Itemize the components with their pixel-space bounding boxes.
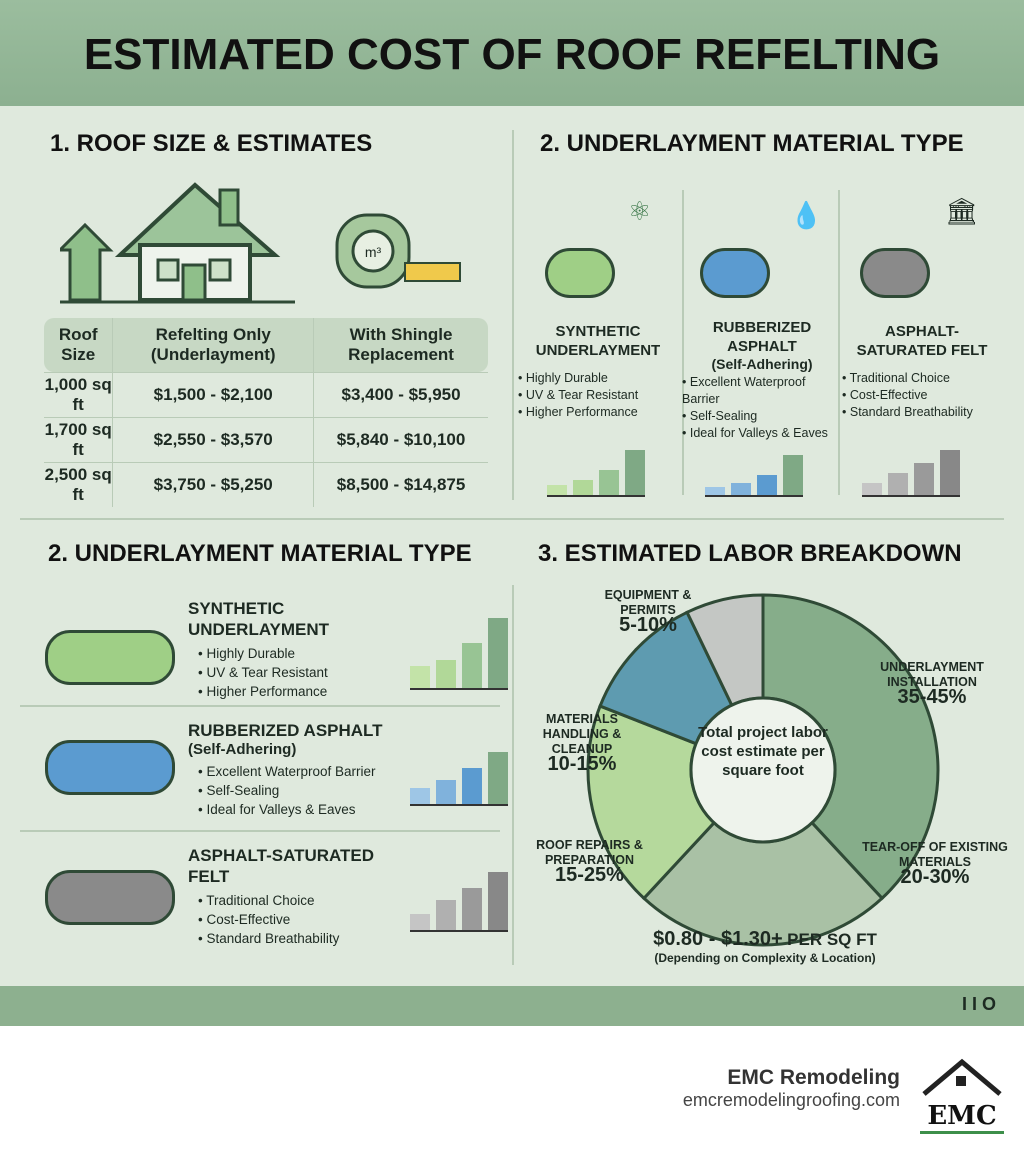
table-row — [44, 372, 488, 417]
material-row — [188, 598, 358, 701]
bullet: • UV & Tear Resistant — [518, 387, 678, 404]
tape-measure-icon — [335, 195, 465, 295]
bullet: • Traditional Choice — [198, 891, 398, 910]
table-row — [44, 462, 488, 507]
donut-center-label: Total project labor cost estimate per square foot — [698, 724, 828, 779]
house-icon — [60, 175, 300, 305]
meter-label: m³ — [364, 244, 382, 260]
table-header-row — [44, 318, 488, 372]
bullet: • Standard Breathability — [842, 404, 1002, 421]
cell: 1,700 sq ft — [44, 417, 113, 462]
bullet: • Higher Performance — [198, 682, 358, 701]
material-subtitle: (Self-Adhering) — [711, 356, 813, 372]
divider — [512, 585, 514, 965]
company-info — [683, 1066, 900, 1111]
material-subtitle: (Self-Adhering) — [188, 741, 297, 758]
bullet: • Traditional Choice — [842, 370, 1002, 387]
water-drop-icon: 💧 — [790, 200, 823, 230]
material-card — [842, 322, 1002, 421]
section1-heading: 1. ROOF SIZE & ESTIMATES — [50, 130, 373, 157]
material-name: ASPHALT-SATURATED FELT — [188, 846, 375, 886]
cell: 2,500 sq ft — [44, 462, 113, 507]
bullet: • Ideal for Valleys & Eaves — [198, 800, 383, 819]
segment-label-materials: MATERIALS HANDLING & CLEANUP 10-15% — [542, 712, 622, 775]
cell: $8,500 - $14,875 — [314, 462, 488, 507]
material-row — [188, 845, 398, 948]
page-title: ESTIMATED COST OF ROOF REFELTING — [83, 30, 941, 79]
bullet: • Self-Sealing — [198, 781, 383, 800]
trend-bars — [410, 618, 508, 690]
material-name: RUBBERIZED ASPHALT — [188, 721, 383, 740]
company-website[interactable]: emcremodelingroofing.com — [682, 1090, 900, 1110]
bullet: • Cost-Effective — [842, 387, 1002, 404]
section2-top-heading: 2. UNDERLAYMENT MATERIAL TYPE — [540, 130, 964, 157]
company-name: EMC Remodeling — [727, 1066, 900, 1089]
segment-label-tearoff: TEAR-OFF OF EXISTING MATERIALS 20-30% — [862, 840, 1008, 888]
cell: $3,400 - $5,950 — [314, 372, 488, 417]
section3-heading: 3. ESTIMATED LABOR BREAKDOWN — [538, 540, 962, 567]
rubberized-roll-icon — [700, 248, 770, 298]
bullet: • Highly Durable — [198, 644, 358, 663]
footer — [0, 1026, 1024, 1154]
material-name: SYNTHETIC UNDERLAYMENT — [188, 599, 330, 639]
trend-bars — [547, 450, 645, 497]
felt-roll-icon — [45, 870, 175, 925]
price-note: (Depending on Complexity & Location) — [654, 951, 876, 965]
material-name: RUBBERIZED ASPHALT — [712, 319, 812, 355]
cell: 1,000 sq ft — [44, 372, 113, 417]
felt-roll-icon — [860, 248, 930, 298]
column-header: Refelting Only (Underlayment) — [113, 318, 314, 372]
bullet: • Ideal for Valleys & Eaves — [682, 425, 842, 442]
cell: $5,840 - $10,100 — [314, 417, 488, 462]
emc-logo: EMC — [920, 1056, 1004, 1146]
synthetic-roll-icon — [545, 248, 615, 298]
material-card — [518, 322, 678, 421]
bar-chart-icon — [862, 450, 960, 497]
material-name: ASPHALT-SATURATED FELT — [856, 323, 988, 359]
divider — [20, 830, 500, 832]
divider — [20, 518, 1004, 520]
cell: $2,550 - $3,570 — [113, 417, 314, 462]
material-row — [188, 720, 383, 819]
segment-label-equipment: EQUIPMENT & PERMITS 5-10% — [604, 588, 692, 636]
section2-heading: 2. UNDERLAYMENT MATERIAL TYPE — [48, 540, 472, 567]
segment-label-repairs: ROOF REPAIRS & PREPARATION 15-25% — [536, 838, 643, 886]
bullet: • UV & Tear Resistant — [198, 663, 358, 682]
bullet: • Higher Performance — [518, 404, 678, 421]
synthetic-roll-icon — [45, 630, 175, 685]
bullet: • Highly Durable — [518, 370, 678, 387]
bullet: • Standard Breathability — [198, 929, 398, 948]
price-range: $0.80 - $1.30+ — [653, 928, 783, 950]
atom-icon: ⚛ — [628, 196, 652, 226]
bar-chart-icon — [410, 872, 508, 932]
bottom-bar — [0, 986, 1024, 1026]
material-name: SYNTHETIC UNDERLAYMENT — [535, 323, 661, 359]
cell: $1,500 - $2,100 — [113, 372, 314, 417]
bank-icon: 🏛 — [945, 196, 979, 226]
material-card — [682, 318, 842, 442]
divider — [512, 130, 514, 500]
segment-label-underlayment: UNDERLAYMENT INSTALLATION 35-45% — [880, 660, 984, 708]
price-summary — [615, 928, 915, 965]
divider — [20, 705, 500, 707]
slide-controls[interactable]: I I O — [961, 994, 996, 1014]
column-header: Roof Size — [44, 318, 113, 372]
table-row — [44, 417, 488, 462]
cost-table — [44, 318, 488, 507]
trend-bars — [410, 752, 508, 806]
bullet: • Excellent Waterproof Barrier — [198, 762, 383, 781]
price-unit: PER SQ FT — [787, 930, 877, 949]
bullet: • Excellent Waterproof Barrier — [682, 374, 842, 408]
bullet: • Cost-Effective — [198, 910, 398, 929]
cell: $3,750 - $5,250 — [113, 462, 314, 507]
rubberized-roll-icon — [45, 740, 175, 795]
bullet: • Self-Sealing — [682, 408, 842, 425]
column-header: With Shingle Replacement — [314, 318, 488, 372]
trend-bars — [705, 455, 803, 497]
